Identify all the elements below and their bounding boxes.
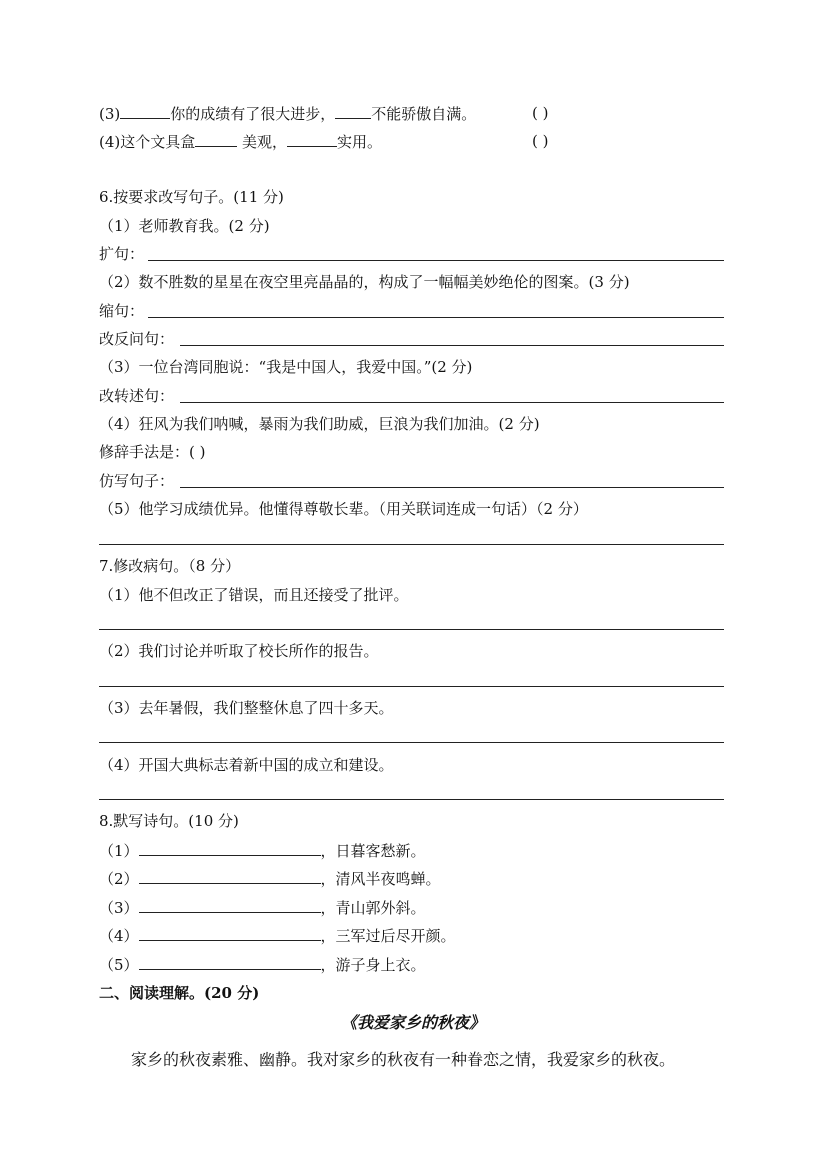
q8-item-1 xyxy=(99,840,426,861)
q8-item-1-tail: ，日暮客愁新。 xyxy=(320,842,426,860)
q5-item-4-mid: 美观， xyxy=(237,133,288,151)
q8-item-5-num: （5） xyxy=(99,956,139,974)
poem-blank[interactable] xyxy=(139,840,321,856)
q7-item-4: （4）开国大典标志着新中国的成立和建设。 xyxy=(99,756,394,774)
q7-item-3: （3）去年暑假，我们整整休息了四十多天。 xyxy=(99,699,394,717)
reading-title: 《我爱家乡的秋夜》 xyxy=(340,1013,485,1032)
q5-item-4-end: 实用。 xyxy=(337,133,383,151)
q8-item-4 xyxy=(99,925,456,946)
q5-item-4-start: 这个文具盒 xyxy=(120,133,196,151)
q8-item-4-tail: ，三军过后尽开颜。 xyxy=(320,927,456,945)
q5-item-3-mid: 你的成绩有了很大进步， xyxy=(170,105,336,123)
answer-line[interactable] xyxy=(99,686,724,687)
answer-line[interactable] xyxy=(99,799,724,800)
q8-item-2-tail: ，清风半夜鸣蝉。 xyxy=(320,870,441,888)
q5-item-4-num: (4) xyxy=(99,133,121,151)
q7-item-2: （2）我们讨论并听取了校长所作的报告。 xyxy=(99,642,379,660)
q6-sentence-3: （3）一位台湾同胞说：“我是中国人，我爱中国。”(2 分) xyxy=(99,358,473,376)
q8-heading: 8.默写诗句。(10 分) xyxy=(99,812,239,830)
answer-line[interactable] xyxy=(180,345,724,346)
answer-line[interactable] xyxy=(99,629,724,630)
q8-item-1-num: （1） xyxy=(99,842,139,860)
q5-item-4 xyxy=(99,131,382,152)
answer-line[interactable] xyxy=(180,402,724,403)
q7-item-1: （1）他不但改正了错误，而且还接受了批评。 xyxy=(99,586,409,604)
q6-label-rhetorical: 改反问句： xyxy=(99,330,175,348)
fill-blank[interactable] xyxy=(335,103,371,119)
q6-label-expand: 扩句： xyxy=(99,245,145,263)
fill-blank[interactable] xyxy=(120,103,170,119)
q8-item-2 xyxy=(99,868,441,889)
q8-item-5-tail: ，游子身上衣。 xyxy=(320,956,426,974)
answer-line[interactable] xyxy=(148,260,724,261)
poem-blank[interactable] xyxy=(139,925,321,941)
q5-item-4-answer[interactable]: ( ) xyxy=(532,132,549,150)
answer-line[interactable] xyxy=(148,317,724,318)
q8-item-2-num: （2） xyxy=(99,870,139,888)
q6-sentence-5: （5）他学习成绩优异。他懂得尊敬长辈。（用关联词连成一句话）（2 分） xyxy=(99,500,588,518)
q5-item-3-end: 不能骄傲自满。 xyxy=(371,105,477,123)
q5-item-3 xyxy=(99,103,476,124)
answer-line[interactable] xyxy=(99,742,724,743)
q6-label-imitate: 仿写句子： xyxy=(99,472,175,490)
q8-item-5 xyxy=(99,954,426,975)
q5-item-3-num: (3) xyxy=(99,105,121,123)
poem-blank[interactable] xyxy=(139,897,321,913)
q6-label-indirect: 改转述句： xyxy=(99,387,175,405)
q6-heading: 6.按要求改写句子。(11 分) xyxy=(99,188,284,206)
reading-paragraph-1: 家乡的秋夜素雅、幽静。我对家乡的秋夜有一种眷恋之情，我爱家乡的秋夜。 xyxy=(131,1050,676,1069)
q6-sentence-2: （2）数不胜数的星星在夜空里亮晶晶的，构成了一幅幅美妙绝伦的图案。(3 分) xyxy=(99,273,630,291)
poem-blank[interactable] xyxy=(139,868,321,884)
q7-heading: 7.修改病句。（8 分） xyxy=(99,557,241,575)
answer-line[interactable] xyxy=(99,544,724,545)
q8-item-4-num: （4） xyxy=(99,927,139,945)
q6-sentence-1: （1）老师教育我。(2 分) xyxy=(99,217,270,235)
fill-blank[interactable] xyxy=(195,131,237,147)
section-2-heading: 二、阅读理解。(20 分) xyxy=(99,984,260,1002)
q6-label-rhetoric[interactable]: 修辞手法是：( ) xyxy=(99,443,206,461)
q8-item-3-num: （3） xyxy=(99,899,139,917)
q6-sentence-4: （4）狂风为我们呐喊，暴雨为我们助威，巨浪为我们加油。(2 分) xyxy=(99,415,540,433)
answer-line[interactable] xyxy=(180,487,724,488)
poem-blank[interactable] xyxy=(139,954,321,970)
q8-item-3-tail: ，青山郭外斜。 xyxy=(320,899,426,917)
q8-item-3 xyxy=(99,897,426,918)
q5-item-3-answer[interactable]: ( ) xyxy=(532,104,549,122)
fill-blank[interactable] xyxy=(287,131,337,147)
q6-label-shorten: 缩句： xyxy=(99,302,145,320)
